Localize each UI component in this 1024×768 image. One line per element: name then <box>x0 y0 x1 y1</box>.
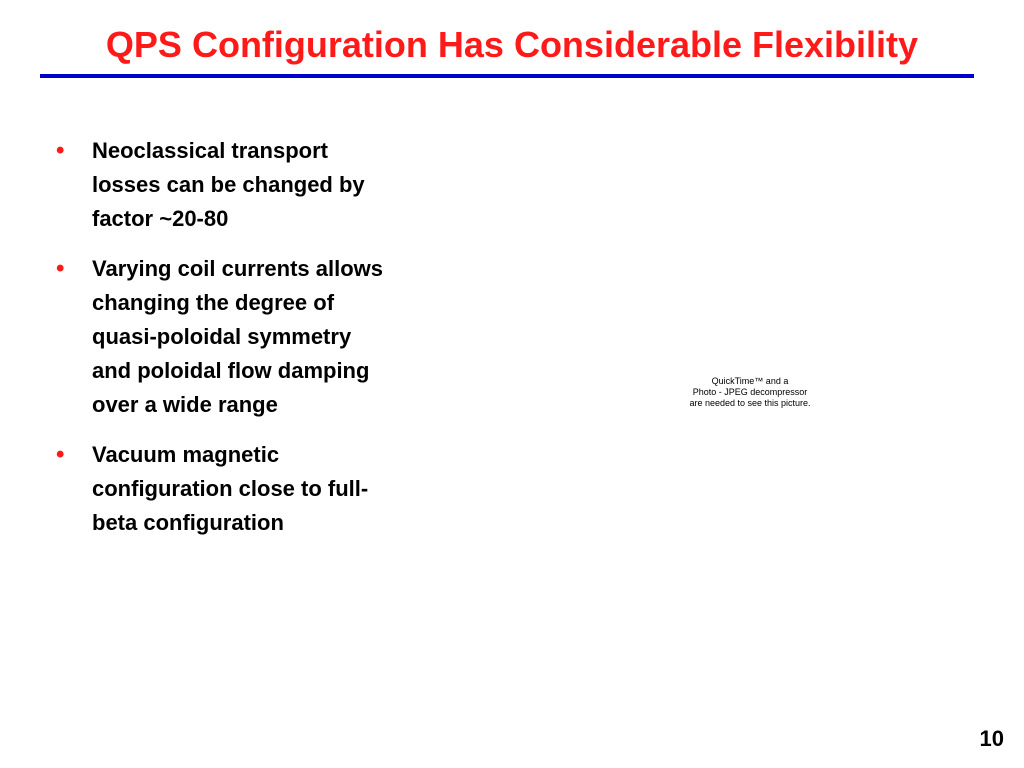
bullet-text: Vacuum magnetic configuration close to full- beta configuration <box>92 442 369 535</box>
missing-picture-placeholder <box>560 128 940 668</box>
placeholder-line-3: are needed to see this picture. <box>689 398 811 408</box>
bullet-item <box>48 134 448 236</box>
bullet-dot-icon: • <box>56 441 65 468</box>
bullet-item <box>48 252 448 422</box>
bullet-item <box>48 438 448 540</box>
title-underline-rule <box>40 74 974 78</box>
placeholder-line-1: QuickTime™ and a <box>711 376 789 386</box>
bullet-dot-icon: • <box>56 255 65 282</box>
placeholder-line-2: Photo - JPEG decompressor <box>692 387 808 397</box>
bullet-text: Neoclassical transport losses can be changed by factor ~20-80 <box>92 138 365 231</box>
slide-title: QPS Configuration Has Considerable Flexibility <box>105 24 919 65</box>
bullet-text: Varying coil currents allows changing the degree of quasi-poloidal symmetry and poloidal flow damping over a wide range <box>92 256 383 417</box>
bullet-dot-icon: • <box>56 137 65 164</box>
picture-placeholder-caption <box>560 376 940 409</box>
bullet-list <box>48 134 448 556</box>
page-number: 10 <box>979 726 1004 751</box>
